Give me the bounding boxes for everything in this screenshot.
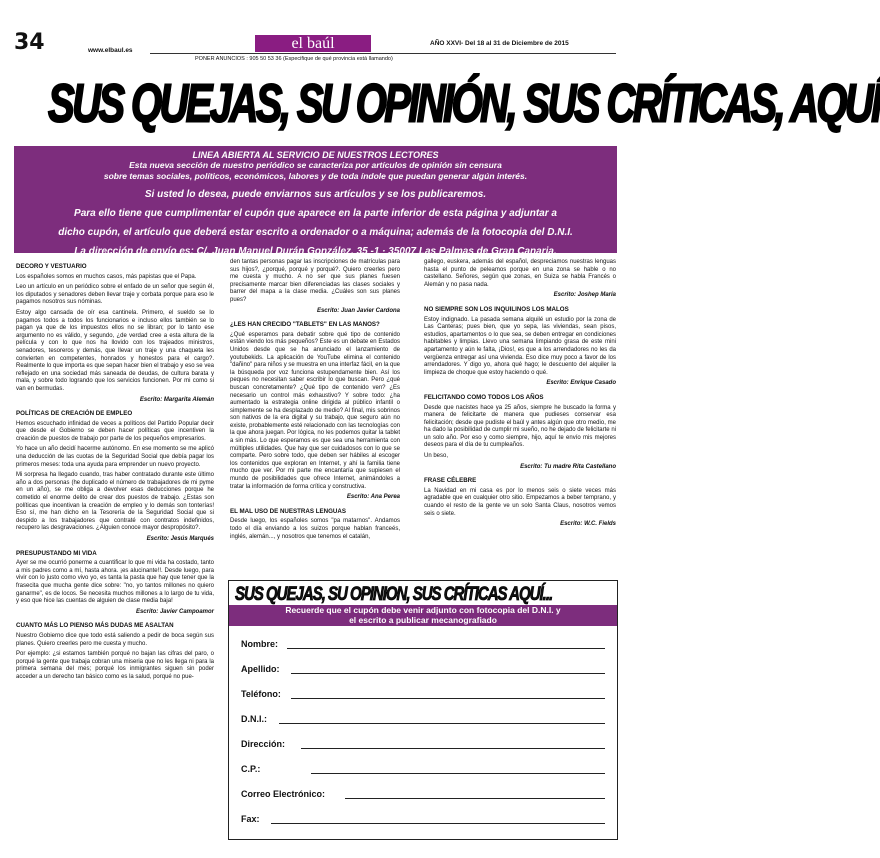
article-paragraph: gallego, euskera, además del español, despreciamos nuestras lenguas hasta el punto de peleamos porque en una zona se hable o no castellano. Señores, según que zonas, en Suiza se habla Francés o Alemán y no pasa nada. (424, 259, 616, 288)
coupon-title: SUS QUEJAS, SU OPINION, SUS CRÍTICAS AQUÍ... (235, 583, 553, 606)
article-title: PRESUPUSTANDO MI VIDA (16, 549, 97, 557)
article-paragraph: Por ejemplo: ¿si estamos también porqué no bajan las cifras del paro, o porqué la gente que trabaja cobran una miseria que no les llega ni para la primera semana del mes; porqué los inmigrantes siguen sin poder acceder a un derecho tan básico como es la salud, porqué no pue- (16, 651, 214, 680)
banner-line: sobre temas sociales, políticos, económicos, labores y de toda índole que puedan generar algún interés. (103, 171, 528, 181)
article-paragraph: Leo un artículo en un periódico sobre el enfado de un señor que según él, los diputados y senadores deben llevar traje y corbata porque para eso le pagamos nosotros sus nóminas. (16, 284, 214, 306)
field-label: Nombre: (241, 639, 279, 649)
article-paragraph: Un beso, (424, 453, 449, 460)
surname-field[interactable] (241, 664, 605, 676)
article-signature: Escrito: Enrique Casado (546, 380, 616, 387)
field-label: Dirección: (241, 739, 286, 749)
banner-line: La dirección de envío es: C/. Juan Manuel Durán González, 35 -1 · 35007 Las Palmas de Gran Canaria. (74, 246, 557, 257)
article-signature: Escrito: Margarita Alemán (139, 396, 214, 403)
field-label: Teléfono: (241, 689, 281, 699)
banner-title: LINEA ABIERTA AL SERVICIO DE NUESTROS LECTORES (192, 150, 439, 160)
article-title: FELICITANDO COMO TODOS LOS AÑOS (424, 393, 544, 401)
article-paragraph: Estoy indignado. La pasada semana alquilé un estudio por la zona de Las Canteras; pues bien, que yo sepa, las viviendas, sean pisos, estudios, apartamentos o lo que sea, se deben entregar en condiciones habitables y limpias. Llevo una semana limpiando grasa de este mini apartamento y aún le falta, ¡Dios!, es que a los arrendadores no les da vergüenza entregar así una vivienda. Eso dice muy poco a favor de los arrendadores. Y digo yo, ahora qué hago; le descuento del alquiler la limpieza de choque que estoy haciendo o qué. (424, 316, 616, 376)
banner-line: dicho cupón, el artículo que deberá estar escrito a ordenador o a máquina; además de la fotocopia del D.N.I. (58, 227, 573, 238)
field-label: C.P.: (241, 764, 261, 774)
dni-field[interactable] (241, 714, 605, 726)
coupon-subtitle (229, 605, 617, 626)
article-paragraph: La Navidad en mi casa es por lo menos seis o siete veces más agradable que en cualquier otro sitio. Empezamos a beber temprano, y cuando el resto de la gente ve un solo Santa Claus, nosotros vemos seis o siete. (424, 487, 616, 517)
ads-phone: PONER ANUNCIOS : 905 50 53 36 (Especifique de qué provincia está llamando) (195, 56, 393, 62)
article-signature: Escrito: Juan Javier Cardona (316, 307, 400, 314)
article-paragraph: Hemos escuchado infinidad de veces a políticos del Partido Popular decir que desde el Gobierno se deben hacer políticas que incentiven la creación de puestos de trabajo por parte de los pequeños empresarios. (16, 420, 214, 442)
banner-line: Esta nueva sección de nuestro periódico se caracteriza por artículos de opinión sin censura (129, 160, 502, 170)
article-signature: Escrito: Ana Perea (346, 494, 400, 501)
field-label: Apellido: (241, 664, 280, 674)
article-paragraph: Yo hace un año decidí hacerme autónomo. En ese momento se me aplicó una deducción de las cuotas de la Seguridad Social que debía pagar los primeros meses: toda una ayuda para emprender un nuevo proyecto. (16, 446, 214, 468)
field-label: Correo Electrónico: (241, 789, 326, 799)
article-paragraph: ¿Qué esperamos para debatir sobre qué tipo de contenido están viendo los más pequeños? Este es un debate en Estados Unidos desde que se ha anunciado el lanzamiento de youtubekids. La aplicación de YouTube elimina el contenido "dañino" para niños y se muestra en una interfaz fácil, en la que la búsqueda por voz funciona estupendamente bien. Así los peques no necesitan saber escribir lo que buscan. Pero ¿qué buscan concretamente? ¿Qué tipo de contenido ven? ¿Es necesario un control más exhaustivo? Y sobre todo: ¿ha aumentado la estrategia online dirigida al público infantil o simplemente se ha desplazado de medio? Al final, mis sobrinos son nativos de la era digital y su trabajo, que seguro aún no existe, probablemente esté relacionado con las tecnologías con la que ahora juegan. Por lógica, no les podemos quitar la tablet a sin más. Lo que esperamos es que sea una herramienta con múltiples utilidades. Que hay que ser cuidadosos con lo que se comparte. Pero sobre todo, que deben ser hábiles al escoger los contenidos que exploran en Internet, y ahí la familia tiene mucho que ver. Por mi parte me encantaría que supiesen el mundo de posibilidades que ofrece Internet, animándoles a tratar la información de forma crítica y constructiva. (230, 331, 400, 490)
article-title: DECORO Y VESTUARIO (16, 263, 87, 270)
postcode-field[interactable] (241, 764, 605, 776)
submission-coupon (228, 580, 618, 840)
address-field[interactable] (241, 739, 605, 751)
banner-line: Si usted lo desea, puede enviarnos sus artículos y se los publicaremos. (144, 189, 487, 200)
article-paragraph: den tantas personas pagar las inscripciones de matrículas para sus hijos?, ¿porqué, porqué y porqué?. Quiero creerles pero me cuesta y mucho. A no ser que sus planes fuesen precisamente marcar bien diferenciadas las clases sociales y barrer del mapa a la clase media. ¿Cuáles son sus planes pues? (230, 259, 400, 303)
article-title: CUANTO MÁS LO PIENSO MÁS DUDAS ME ASALTAN (16, 622, 174, 630)
article-paragraph: Desde que nacistes hace ya 25 años, siempre he buscado la forma y manera de felicitarte de manera que pudieses conservar esa felicitación; desde que pudiste el baúl y antes algún que otro medio, me ha dado la posibilidad de cumplir mi sueño, no he dejado de felicitarte ni un solo año. Por eso y como siempre, hijo, aquí te envío mis mejores deseos para el día de tu cumpleaños. (424, 404, 616, 449)
article-paragraph: Desde luego, los españoles somos "pa matarnos". Andamos todo el día enviando a los suizos porque hablan franceés, inglés, alemán..., y nosotros que tenemos el catalán, (230, 518, 400, 540)
name-field[interactable] (241, 639, 605, 651)
phone-field[interactable] (241, 689, 605, 701)
header-divider (150, 53, 616, 54)
column-3 (424, 259, 616, 535)
article-paragraph: Los españoles somos en muchos casos, más papistas que el Papa. (16, 273, 197, 280)
intro-banner (14, 146, 617, 257)
banner-line: Para ello tiene que cumplimentar el cupón que aparece en la parte inferior de esta página y adjuntar a (74, 208, 557, 219)
article-signature: Escrito: Jesús Marqués (146, 536, 214, 542)
article-signature: Escrito: Javier Campoamor (135, 608, 214, 615)
field-label: D.N.I.: (241, 714, 267, 724)
brand-logo: el baúl (255, 35, 371, 52)
article-title: EL MAL USO DE NUESTRAS LENGUAS (230, 507, 346, 515)
column-1 (16, 259, 214, 685)
article-signature: Escrito: Joshep María (553, 292, 616, 299)
column-2 (230, 259, 400, 544)
article-title: ¿LES HAN CRECIDO "TABLETS" EN LAS MANOS? (230, 321, 380, 329)
article-signature: Escrito: W.C. Fields (560, 521, 616, 528)
email-field[interactable] (241, 789, 605, 801)
page-number: 34 (14, 30, 45, 55)
article-paragraph: Mi sorpresa ha llegado cuando, tras haber contratado durante este último año a dos personas (he duplicado el número de trabajadores de mi pyme en un año), se me obliga a devolver esas deducciones porque he cometido el enorme delito de crear dos puestos de trabajo. ¿Estas son políticas que incentivan la creación de empleo y lo demás son tonterías! Eso sí, me han dicho en la Tesorería de la Seguridad Social que si despido a los trabajadores que contraté con contratos indefinidos, recupero las desgravaciones. ¿Alguien conoce mayor despropósito?. (16, 472, 214, 532)
page-headline: SUS QUEJAS, SU OPINIÓN, SUS CRÍTICAS, AQUÍ (48, 74, 880, 134)
article-paragraph: Ayer se me ocurrió ponerme a cuantificar lo que mi vida ha costado, tanto a mis padres como a mí, hasta ahora. ¡es alucinante!!. Desde luego, para vivir con lo justo como vivo yo, es tanta la pasta que hay que tener que la frasecita que mucha gente dice sobre: "no, yo tantos millones no quiero ganarme", es de locos. Se necesita muchos millones a lo largo de tu vida, y eso que hice las cuentas de alguien de clase media baja! (16, 560, 214, 605)
article-title: NO SIEMPRE SON LOS INQUILINOS LOS MALOS (424, 305, 569, 313)
coupon-subtitle-line: el escrito a publicar mecanografiado (349, 615, 497, 625)
website-url[interactable]: www.elbaul.es (88, 47, 133, 54)
article-title: FRASE CÉLEBRE (424, 477, 477, 485)
field-label: Fax: (241, 814, 260, 824)
article-paragraph: Nuestro Gobierno dice que todo está saliendo a pedir de boca según sus planes. Quiero creerles pero me cuesta y mucho. (16, 632, 214, 647)
article-paragraph: Estoy algo cansada de oír esa cantinela. Primero, el sueldo se lo pagamos todos a todos los funcionarios e incluso ellos también se lo pagan ya que de los impuestos ellos no se libran; por lo tanto ese argumento no es válido, y segundo, ¿de verdad cree a esta altura de la película y con lo que nos ha llovido con los trajeados ministros, senadores, tesoreros y demás, que llevar un traje y una chaqueta les convierten en competentes, honrados y honestos para el cargo?. Realmente lo que importa es que sepan hacer bien el trabajo y eso se vea reflejado en una sociedad más saneada de deudas, de cultura barata y mala, y sobre todo logrando que los servicios funcionen. Por mi como si van en bermudas. (16, 309, 214, 392)
dateline: AÑO XXVI- Del 18 al 31 de Diciembre de 2015 (430, 40, 569, 47)
coupon-subtitle-line: Recuerde que el cupón debe venir adjunto con fotocopia del D.N.I. y (285, 605, 561, 615)
fax-field[interactable] (241, 814, 605, 826)
article-signature: Escrito: Tu madre Rita Castellano (520, 463, 616, 470)
article-title: POLÍTICAS DE CREACIÓN DE EMPLEO (16, 410, 133, 418)
